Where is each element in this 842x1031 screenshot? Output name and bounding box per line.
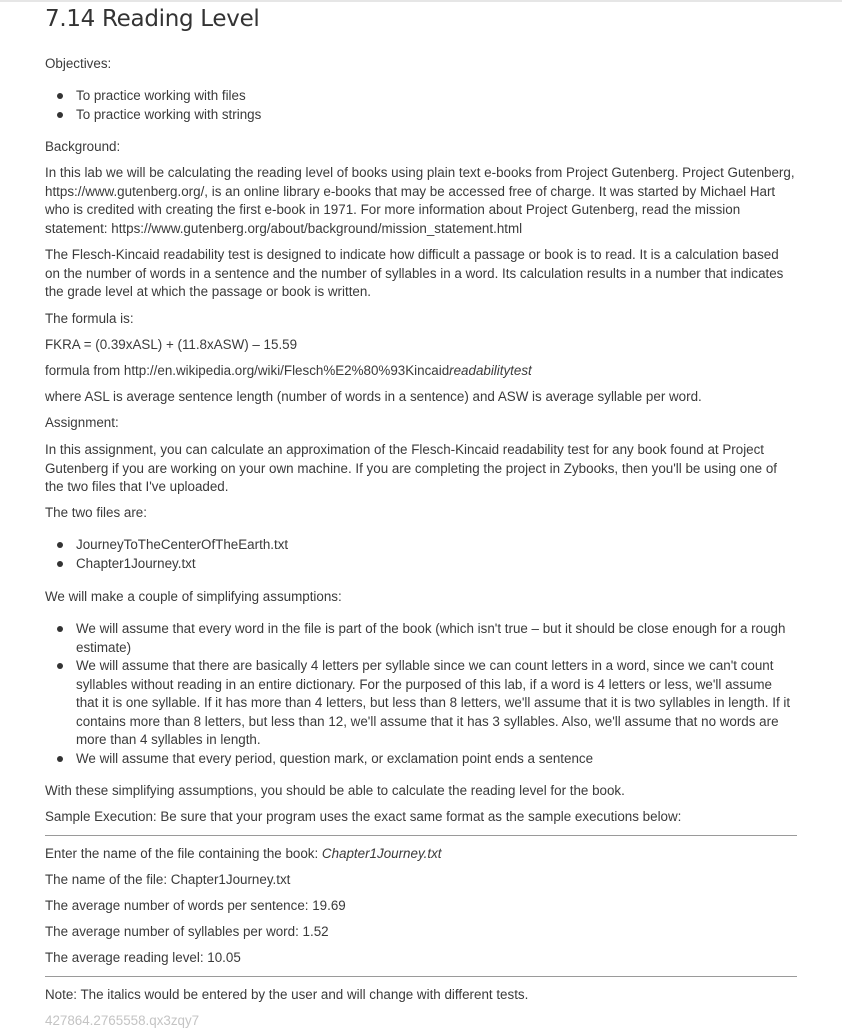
page-title: 7.14 Reading Level bbox=[45, 6, 260, 32]
assumptions-intro: We will make a couple of simplifying assumptions: bbox=[45, 589, 342, 604]
footer-id: 427864.2765558.qx3zqy7 bbox=[45, 1013, 200, 1028]
formula-source-link[interactable]: formula from http://en.wikipedia.org/wiki/Flesch%E2%80%93Kincaid bbox=[45, 363, 450, 378]
list-item: We will assume that there are basically 4 letters per syllable since we can count letters in a word, since we can't count syllables without reading in an entire dictionary. For the purposed of this lab, if a word is 4 letters or less, we'll assume that it is one syllable. If it has more than 4 letters, but less than 8 letters, we'll assume that it is two syllables in length. If it contains more than 8 letters, but less than 12, we'll assume that it has 3 syllables. Also, we'll assume that no words are more than 4 syllables in length. bbox=[45, 657, 797, 750]
assignment-paragraph: In this assignment, you can calculate an approximation of the Flesch-Kincaid readability test for any book found at Project Gutenberg if you are working on your own machine. If you are completing the project in Zybooks, then you'll be using one of the two files that I've uploaded. bbox=[45, 442, 778, 494]
assumptions-list bbox=[45, 620, 797, 768]
objectives-list bbox=[45, 87, 797, 124]
sample-filename-line: The name of the file: Chapter1Journey.txt bbox=[45, 872, 291, 887]
closing-text: With these simplifying assumptions, you should be able to calculate the reading level for the book. bbox=[45, 783, 625, 798]
sample-user-input: Chapter1Journey.txt bbox=[321, 846, 442, 861]
sample-syllables-line: The average number of syllables per word: 1.52 bbox=[45, 924, 329, 939]
background-paragraph-2: The Flesch-Kincaid readability test is designed to indicate how difficult a passage or book is to read. It is a calculation based on the number of words in a sentence and the number of syllables in a word. Its calculation results in a number that indicates the grade level at which the passage or book is written. bbox=[45, 247, 784, 299]
background-paragraph-1: In this lab we will be calculating the reading level of books using plain text e-books from Project Gutenberg. Project Gutenberg, https://www.gutenberg.org/, is an online library e-books that may be accessed free of charge. It was started by Michael Hart who is credited with creating the first e-book in 1971. For more information about Project Gutenberg, read the mission statement: https://www.gutenberg.org/about/background/mission_statement.html bbox=[45, 165, 795, 236]
formula-source-italic: readabilitytest bbox=[449, 363, 532, 378]
sample-words-line: The average number of words per sentence: 19.69 bbox=[45, 898, 346, 913]
list-item: To practice working with strings bbox=[45, 106, 797, 125]
list-item: To practice working with files bbox=[45, 87, 797, 106]
sample-prompt-line bbox=[45, 845, 797, 864]
sample-bottom-divider bbox=[45, 976, 797, 977]
background-heading: Background: bbox=[45, 139, 121, 154]
sample-prompt-label: Enter the name of the file containing the book: bbox=[45, 846, 322, 861]
list-item: Chapter1Journey.txt bbox=[45, 555, 797, 574]
top-divider bbox=[0, 0, 842, 2]
formula-intro: The formula is: bbox=[45, 311, 134, 326]
assignment-heading: Assignment: bbox=[45, 415, 119, 430]
sample-intro: Sample Execution: Be sure that your program uses the exact same format as the sample executions below: bbox=[45, 809, 682, 824]
list-item: We will assume that every period, question mark, or exclamation point ends a sentence bbox=[45, 750, 797, 769]
sample-top-divider bbox=[45, 835, 797, 836]
where-text: where ASL is average sentence length (number of words in a sentence) and ASW is average syllable per word. bbox=[45, 389, 702, 404]
list-item: JourneyToTheCenterOfTheEarth.txt bbox=[45, 536, 797, 555]
objectives-heading: Objectives: bbox=[45, 56, 112, 71]
formula: FKRA = (0.39xASL) + (11.8xASW) – 15.59 bbox=[45, 337, 298, 352]
formula-source bbox=[45, 362, 797, 381]
list-item: We will assume that every word in the file is part of the book (which isn't true – but it should be close enough for a rough estimate) bbox=[45, 620, 797, 657]
files-intro: The two files are: bbox=[45, 505, 147, 520]
sample-level-line: The average reading level: 10.05 bbox=[45, 950, 241, 965]
note-text: Note: The italics would be entered by the user and will change with different tests. bbox=[45, 987, 529, 1002]
files-list bbox=[45, 536, 797, 573]
